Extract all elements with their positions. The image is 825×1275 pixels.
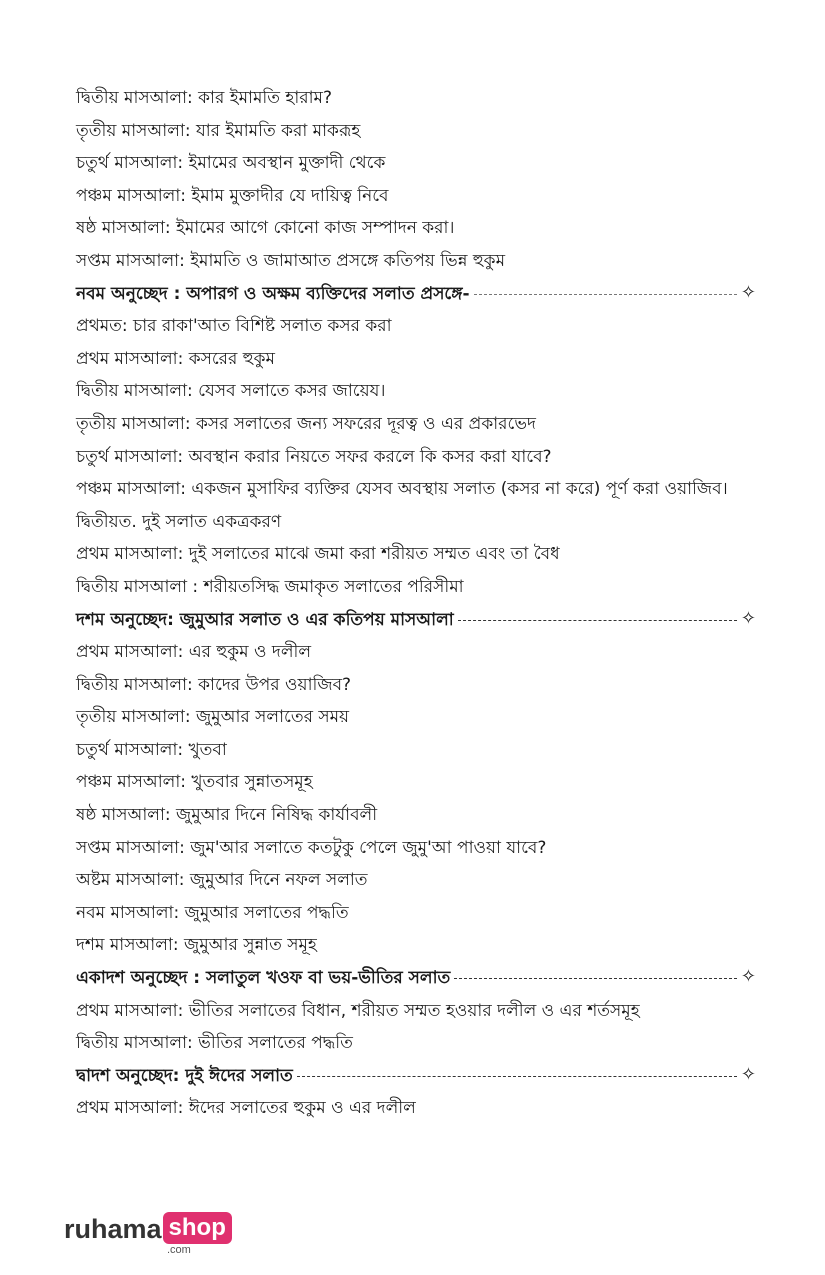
chapter-heading: [76, 1064, 756, 1097]
toc-entry: প্রথম মাসআলা: এর হুকুম ও দলীল: [76, 642, 312, 663]
logo-com-text: .com: [167, 1244, 191, 1256]
chapter-heading: [76, 282, 756, 315]
toc-entry: দ্বিতীয় মাসআলা: কাদের উপর ওয়াজিব?: [76, 674, 352, 695]
toc-entry: দ্বিতীয় মাসআলা: যেসব সলাতে কসর জায়েয।: [76, 381, 386, 402]
sparkle-icon: ✧: [740, 281, 756, 303]
toc-entry: পঞ্চম মাসআলা: একজন মুসাফির ব্যক্তির যেসব অবস্থায় সলাত (কসর না করে) পূর্ণ করা ওয়াজিব।: [76, 479, 728, 500]
ruhamashop-logo: [64, 1212, 232, 1258]
toc-entry: তৃতীয় মাসআলা: জুমুআর সলাতের সময়: [76, 707, 350, 728]
sparkle-icon: ✧: [740, 1063, 756, 1085]
logo-ruhama-text: ruhama: [64, 1214, 162, 1244]
toc-entry: দশম মাসআলা: জুমুআর সুন্নাত সমূহ: [76, 935, 317, 956]
chapter-heading-text: দ্বাদশ অনুচ্ছেদ: দুই ঈদের সলাত: [76, 1065, 293, 1086]
toc-entry: প্রথম মাসআলা: ঈদের সলাতের হুকুম ও এর দলীল: [76, 1098, 416, 1119]
chapter-heading-text: দশম অনুচ্ছেদ: জুমুআর সলাত ও এর কতিপয় মাসআলা: [76, 609, 454, 630]
chapter-heading-text: নবম অনুচ্ছেদ : অপারগ ও অক্ষম ব্যক্তিদের সলাত প্রসঙ্গে-: [76, 283, 470, 304]
toc-entry: ষষ্ঠ মাসআলা: জুমুআর দিনে নিষিদ্ধ কার্যাবলী: [76, 805, 378, 826]
dashed-leader: [474, 282, 737, 295]
toc-entry: সপ্তম মাসআলা: জুম'আর সলাতে কতটুকু পেলে জুমু'আ পাওয়া যাবে?: [76, 837, 547, 858]
toc-entry: প্রথম মাসআলা: ভীতির সলাতের বিধান, শরীয়ত সম্মত হওয়ার দলীল ও এর শর্তসমূহ: [76, 1000, 640, 1021]
toc-entry: দ্বিতীয় মাসআলা: ভীতির সলাতের পদ্ধতি: [76, 1033, 353, 1054]
toc-entry: চতুর্থ মাসআলা: অবস্থান করার নিয়তে সফর করলে কি কসর করা যাবে?: [76, 446, 552, 467]
toc-entry: প্রথম মাসআলা: কসরের হুকুম: [76, 348, 275, 369]
toc-entry: তৃতীয় মাসআলা: যার ইমামতি করা মাকরূহ: [76, 120, 361, 141]
toc-entry: দ্বিতীয় মাসআলা: কার ইমামতি হারাম?: [76, 88, 333, 108]
toc-entry: অষ্টম মাসআলা: জুমুআর দিনে নফল সলাত: [76, 870, 368, 891]
sparkle-icon: ✧: [740, 607, 756, 629]
dashed-leader: [454, 966, 737, 979]
logo-shop-badge: shop: [163, 1212, 232, 1244]
toc-entry: পঞ্চম মাসআলা: ইমাম মুক্তাদীর যে দায়িত্ব নিবে: [76, 185, 389, 206]
toc-entry: সপ্তম মাসআলা: ইমামতি ও জামাআত প্রসঙ্গে কতিপয় ভিন্ন হুকুম: [76, 250, 506, 271]
dashed-leader: [297, 1064, 737, 1077]
toc-entry: প্রথম মাসআলা: দুই সলাতের মাঝে জমা করা শরীয়ত সম্মত এবং তা বৈধ: [76, 544, 560, 565]
toc-entry: দ্বিতীয় মাসআলা : শরীয়তসিদ্ধ জমাকৃত সলাতের পরিসীমা: [76, 576, 464, 597]
toc-entry: ষষ্ঠ মাসআলা: ইমামের আগে কোনো কাজ সম্পাদন করা।: [76, 218, 455, 239]
toc-entry: পঞ্চম মাসআলা: খুতবার সুন্নাতসমূহ: [76, 772, 313, 793]
toc-entry: প্রথমত: চার রাকা'আত বিশিষ্ট সলাত কসর করা: [76, 316, 392, 337]
dashed-leader: [458, 608, 737, 621]
toc-entry: চতুর্থ মাসআলা: খুতবা: [76, 739, 227, 760]
toc-entry: নবম মাসআলা: জুমুআর সলাতের পদ্ধতি: [76, 902, 349, 923]
table-of-contents: [76, 86, 756, 1129]
chapter-heading: [76, 966, 756, 999]
toc-entry: চতুর্থ মাসআলা: ইমামের অবস্থান মুক্তাদী থেকে: [76, 153, 386, 174]
chapter-heading-text: একাদশ অনুচ্ছেদ : সলাতুল খওফ বা ভয়-ভীতির সলাত: [76, 968, 451, 989]
toc-entry: দ্বিতীয়ত. দুই সলাত একত্রকরণ: [76, 511, 282, 532]
sparkle-icon: ✧: [740, 966, 756, 988]
chapter-heading: [76, 608, 756, 641]
toc-entry: তৃতীয় মাসআলা: কসর সলাতের জন্য সফরের দূরত্ব ও এর প্রকারভেদ: [76, 413, 536, 434]
